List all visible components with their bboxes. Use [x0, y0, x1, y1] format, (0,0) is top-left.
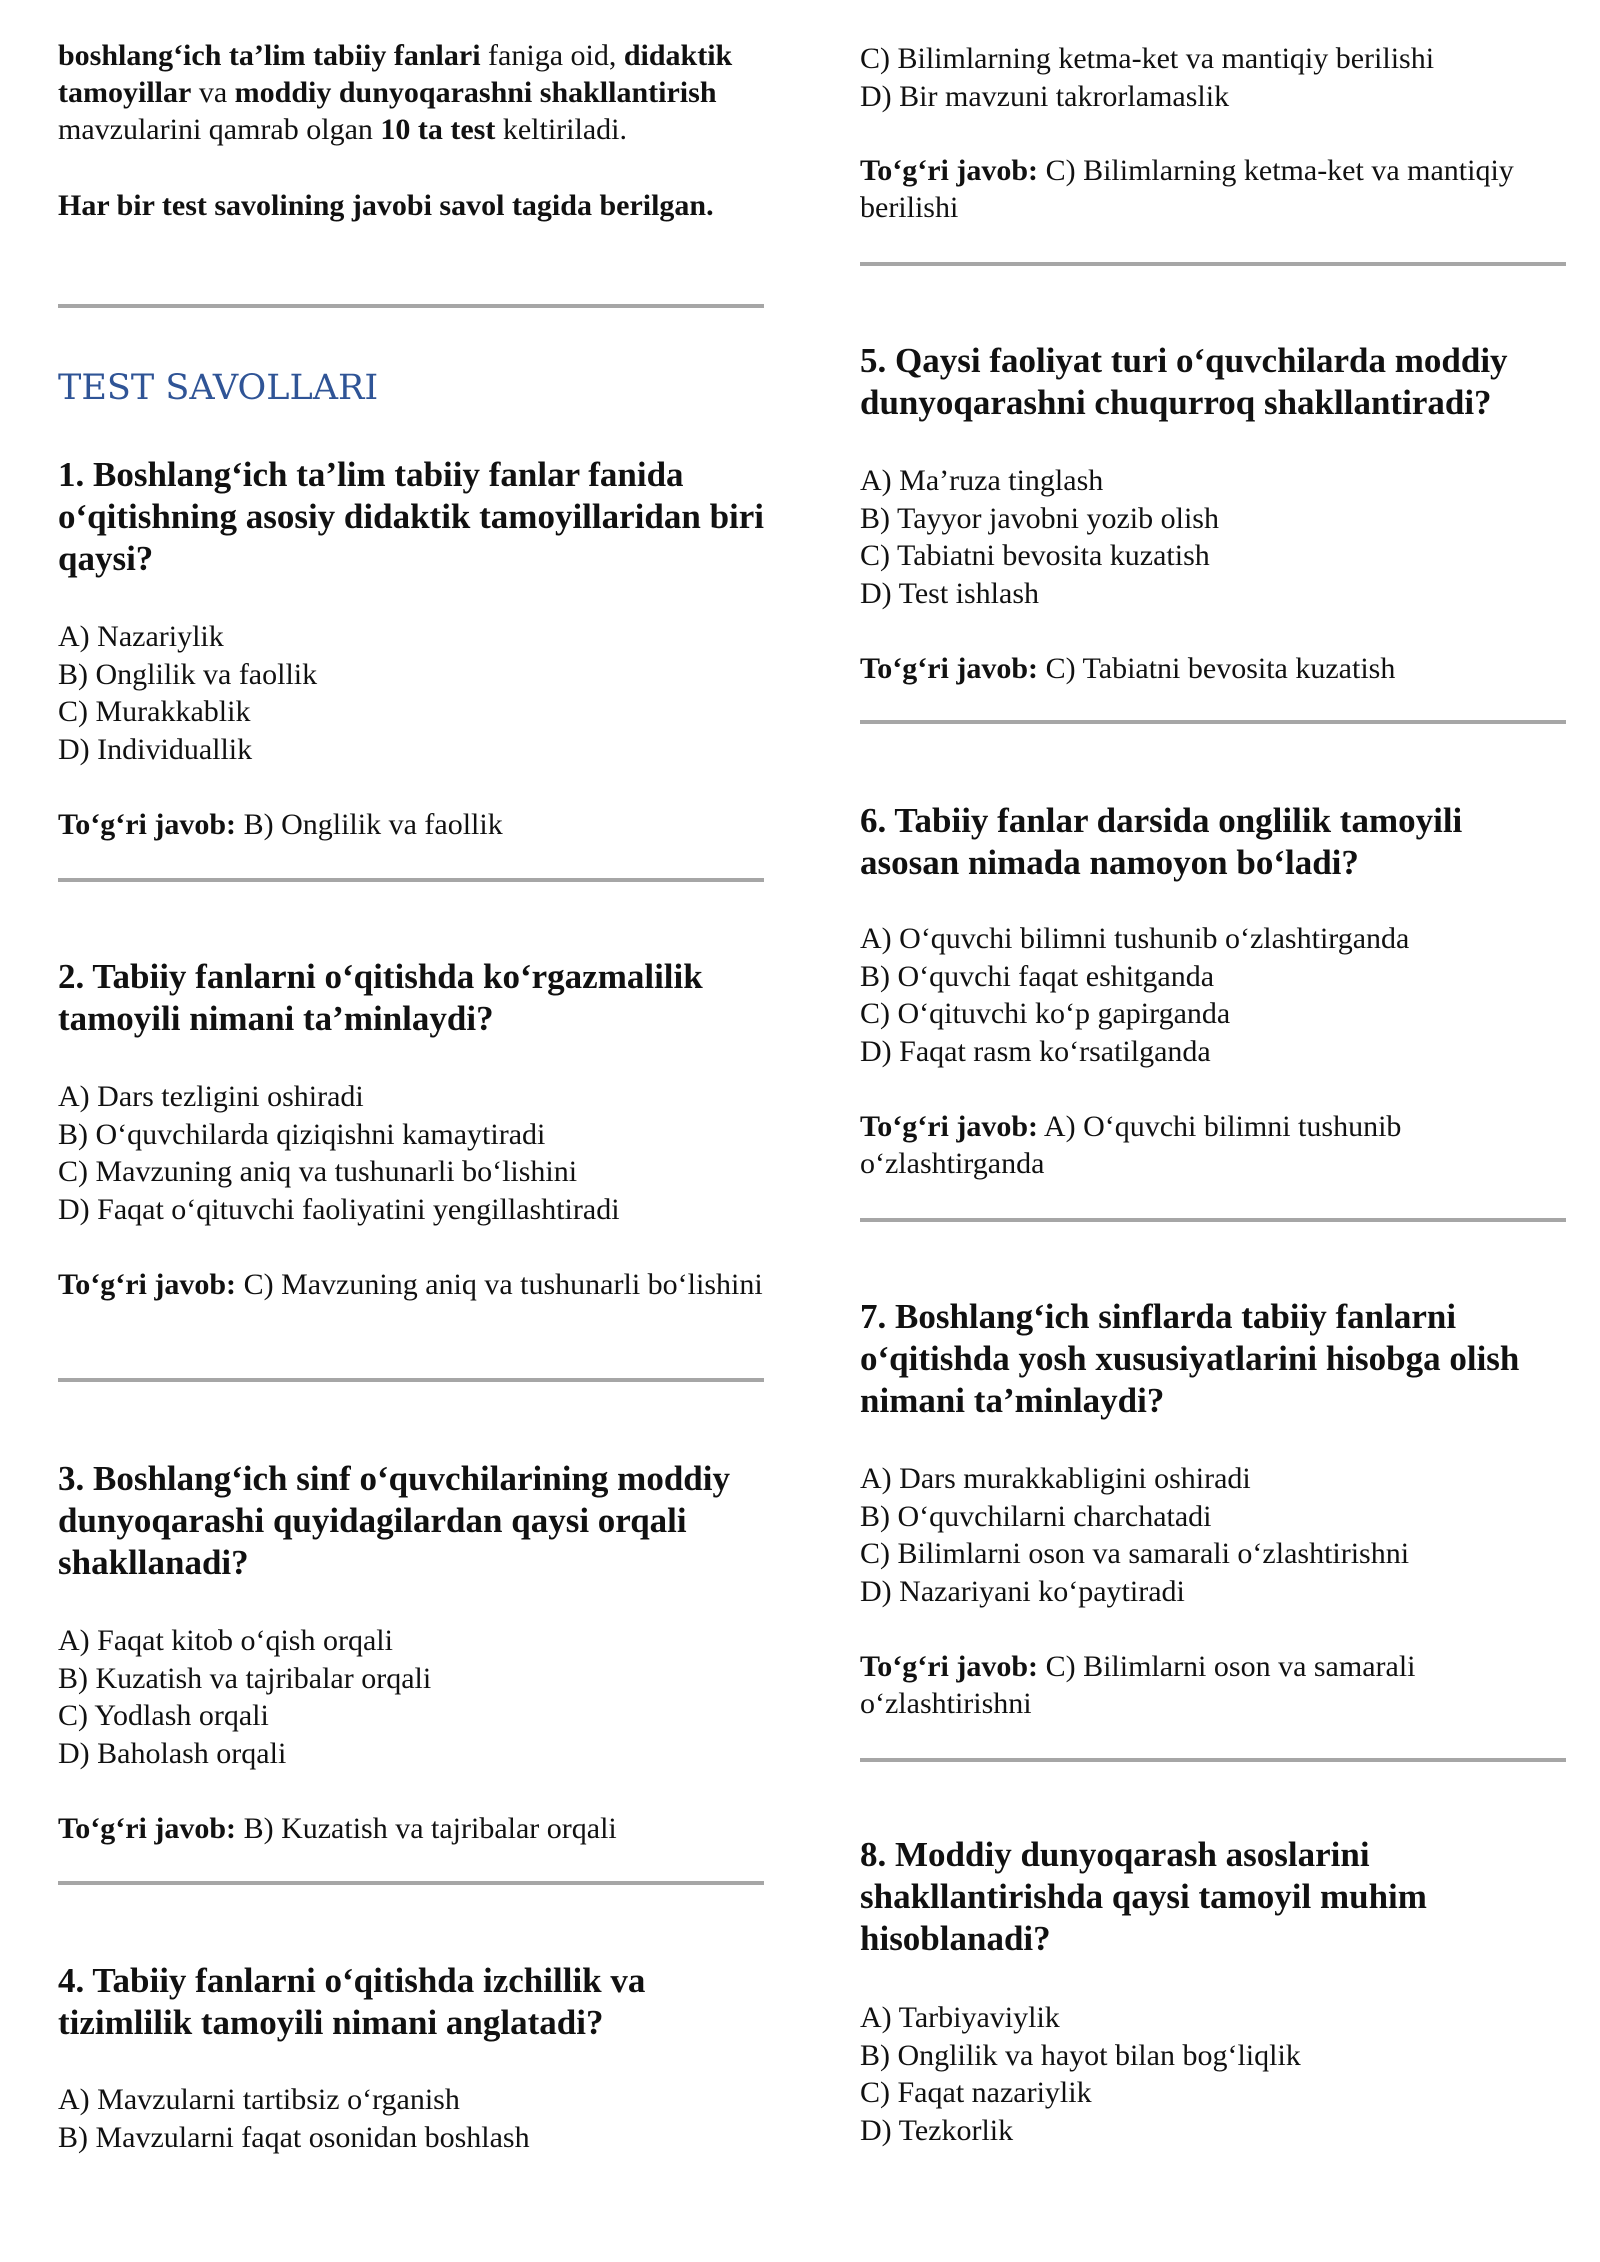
section-heading: TEST SAVOLLARI: [58, 368, 379, 408]
question-text: 7. Boshlang‘ich sinflarda tabiiy fanlarni o‘qitishda yosh xususiyatlarini hisobga olish nimani ta’minlaydi?: [860, 1297, 1520, 1420]
answer-5: [860, 650, 1566, 687]
question-text: 3. Boshlang‘ich sinf o‘quvchilarining moddiy dunyoqarashi quyidagilardan qaysi orqali shakllanadi?: [58, 1459, 730, 1582]
answer-text: A) O‘quvchi bilimni tushunib o‘zlashtirganda: [860, 1110, 1402, 1180]
divider: [860, 1758, 1566, 1762]
option: D) Baholash orqali: [58, 1736, 287, 1770]
option: D) Faqat rasm ko‘rsatilganda: [860, 1034, 1211, 1068]
option: A) O‘quvchi bilimni tushunib o‘zlashtirganda: [860, 922, 1410, 955]
options-4: [58, 2081, 764, 2156]
answer-label: To‘g‘ri javob:: [860, 652, 1039, 685]
options-8: [860, 1999, 1566, 2149]
question-8: [860, 1834, 1566, 1960]
option: D) Faqat o‘qituvchi faoliyatini yengillashtiradi: [58, 1192, 620, 1226]
answer-3: [58, 1810, 764, 1847]
question-3: [58, 1458, 764, 1584]
answer-2: [58, 1266, 764, 1303]
answer-label: To‘g‘ri javob:: [860, 1110, 1039, 1143]
divider: [58, 304, 764, 308]
option: C) Faqat nazariylik: [860, 2076, 1092, 2109]
intro-bold-3: moddiy dunyoqarashni shakllantirish: [234, 76, 717, 109]
divider: [58, 1881, 764, 1885]
divider: [860, 1218, 1566, 1222]
options-1: [58, 618, 764, 768]
question-4: [58, 1960, 764, 2044]
intro-text-4: keltiriladi.: [495, 113, 627, 146]
answer-label: To‘g‘ri javob:: [58, 808, 237, 841]
option: C) Murakkablik: [58, 695, 251, 728]
options-4-continued: [860, 40, 1566, 115]
option: A) Nazariylik: [58, 620, 224, 653]
option: B) O‘quvchilarni charchatadi: [860, 1499, 1212, 1533]
question-6: [860, 800, 1566, 884]
option: B) Kuzatish va tajribalar orqali: [58, 1661, 432, 1695]
answer-text: C) Mavzuning aniq va tushunarli bo‘lishini: [243, 1268, 763, 1301]
option: C) O‘qituvchi ko‘p gapirganda: [860, 997, 1231, 1030]
options-6: [860, 920, 1566, 1070]
option: D) Bir mavzuni takrorlamaslik: [860, 79, 1230, 113]
option: C) Bilimlarni oson va samarali o‘zlashtirishni: [860, 1537, 1410, 1570]
question-text: 5. Qaysi faoliyat turi o‘quvchilarda moddiy dunyoqarashni chuqurroq shakllantiradi?: [860, 341, 1508, 422]
intro-bold-2: didaktik tamoyillar: [58, 39, 733, 109]
answer-text: B) Onglilik va faollik: [243, 808, 503, 841]
answer-7: [860, 1648, 1566, 1722]
answer-4: [860, 152, 1566, 226]
options-2: [58, 1078, 764, 1228]
intro-note-text: Har bir test savolining javobi savol tagida berilgan.: [58, 189, 714, 222]
option: B) Mavzularni faqat osonidan boshlash: [58, 2120, 530, 2154]
option: B) Tayyor javobni yozib olish: [860, 501, 1219, 535]
answer-label: To‘g‘ri javob:: [58, 1812, 237, 1845]
option: D) Tezkorlik: [860, 2113, 1014, 2147]
option: A) Ma’ruza tinglash: [860, 464, 1104, 497]
options-5: [860, 462, 1566, 612]
intro-text-3: mavzularini qamrab olgan: [58, 113, 381, 146]
answer-text: B) Kuzatish va tajribalar orqali: [243, 1812, 617, 1845]
answer-label: To‘g‘ri javob:: [58, 1268, 237, 1301]
answer-text: C) Bilimlarni oson va samarali o‘zlashtirishni: [860, 1650, 1416, 1720]
answer-text: C) Tabiatni bevosita kuzatish: [1045, 652, 1396, 685]
answer-label: To‘g‘ri javob:: [860, 1650, 1039, 1683]
question-text: 2. Tabiiy fanlarni o‘qitishda ko‘rgazmalilik tamoyili nimani ta’minlaydi?: [58, 957, 703, 1038]
option: D) Individuallik: [58, 732, 253, 766]
question-5: [860, 340, 1566, 424]
question-1: [58, 454, 764, 580]
question-text: 4. Tabiiy fanlarni o‘qitishda izchillik va tizimlilik tamoyili nimani anglatadi?: [58, 1961, 646, 2042]
question-7: [860, 1296, 1566, 1422]
question-2: [58, 956, 764, 1040]
divider: [58, 878, 764, 882]
divider: [860, 262, 1566, 266]
option: B) Onglilik va faollik: [58, 657, 318, 691]
option: C) Bilimlarning ketma-ket va mantiqiy berilishi: [860, 42, 1435, 75]
intro-paragraph: [58, 37, 764, 148]
answer-text: C) Bilimlarning ketma-ket va mantiqiy berilishi: [860, 154, 1514, 224]
option: A) Tarbiyaviylik: [860, 2001, 1060, 2034]
divider: [58, 1378, 764, 1382]
option: A) Dars murakkabligini oshiradi: [860, 1462, 1251, 1495]
question-text: 8. Moddiy dunyoqarash asoslarini shakllantirishda qaysi tamoyil muhim hisoblanadi?: [860, 1835, 1427, 1958]
intro-text-1: faniga oid,: [480, 39, 624, 72]
intro-bold-1: boshlang‘ich ta’lim tabiiy fanlari: [58, 39, 481, 72]
option: A) Mavzularni tartibsiz o‘rganish: [58, 2083, 460, 2116]
option: A) Faqat kitob o‘qish orqali: [58, 1624, 393, 1657]
option: D) Nazariyani ko‘paytiradi: [860, 1574, 1185, 1608]
options-7: [860, 1460, 1566, 1610]
question-text: 6. Tabiiy fanlar darsida onglilik tamoyili asosan nimada namoyon bo‘ladi?: [860, 801, 1463, 882]
option: B) O‘quvchilarda qiziqishni kamaytiradi: [58, 1117, 546, 1151]
option: C) Mavzuning aniq va tushunarli bo‘lishini: [58, 1155, 578, 1188]
question-text: 1. Boshlang‘ich ta’lim tabiiy fanlar fanida o‘qitishning asosiy didaktik tamoyillaridan biri qaysi?: [58, 455, 765, 578]
intro-text-2: va: [191, 76, 235, 109]
divider: [860, 720, 1566, 724]
option: C) Yodlash orqali: [58, 1699, 269, 1732]
intro-note: [58, 187, 764, 224]
answer-label: To‘g‘ri javob:: [860, 154, 1039, 187]
answer-6: [860, 1108, 1566, 1182]
option: B) Onglilik va hayot bilan bog‘liqlik: [860, 2038, 1301, 2072]
answer-1: [58, 806, 764, 843]
options-3: [58, 1622, 764, 1772]
option: A) Dars tezligini oshiradi: [58, 1080, 364, 1113]
option: C) Tabiatni bevosita kuzatish: [860, 539, 1210, 572]
intro-bold-4: 10 ta test: [380, 113, 496, 146]
option: B) O‘quvchi faqat eshitganda: [860, 959, 1215, 993]
option: D) Test ishlash: [860, 576, 1040, 610]
